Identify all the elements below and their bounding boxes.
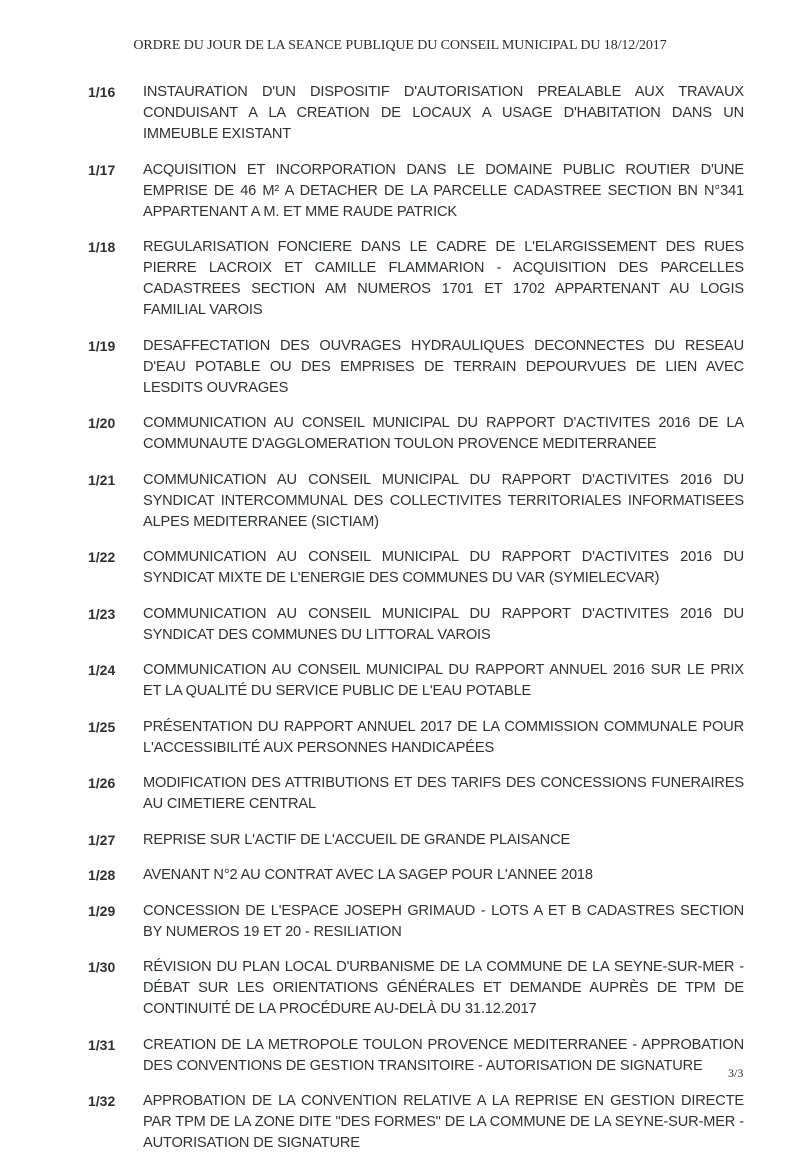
agenda-item (88, 336, 744, 399)
item-number: 1/16 (88, 84, 116, 100)
agenda-item (88, 901, 744, 943)
item-text: MODIFICATION DES ATTRIBUTIONS ET DES TARIFS DES CONCESSIONS FUNERAIRES AU CIMETIERE CENTRAL (143, 775, 744, 812)
agenda-item (88, 1035, 744, 1077)
item-number: 1/21 (88, 471, 116, 488)
item-number: 1/17 (88, 161, 116, 178)
item-number: 1/32 (88, 1093, 116, 1109)
agenda-item (88, 957, 744, 1020)
item-text: RÉVISION DU PLAN LOCAL D'URBANISME DE LA COMMUNE DE LA SEYNE-SUR-MER - DÉBAT SUR LES ORIENTATIONS GÉNÉRALES ET DEMANDE AUPRÈS DE TPM DE CONTINUITÉ DE LA PROCÉDURE AU-DELÀ DU 31.12.2017 (143, 959, 744, 1017)
agenda-item (88, 547, 744, 589)
item-number: 1/22 (88, 549, 116, 565)
item-text: COMMUNICATION AU CONSEIL MUNICIPAL DU RAPPORT D'ACTIVITES 2016 DU SYNDICAT INTERCOMMUNAL DES COLLECTIVITES TERRITORIALES INFORMATISEES ALPES MEDITERRANEE (SICTIAM) (143, 471, 744, 530)
item-number: 1/30 (88, 959, 116, 975)
page-title: ORDRE DU JOUR DE LA SEANCE PUBLIQUE DU CONSEIL MUNICIPAL DU 18/12/2017 (133, 38, 667, 53)
agenda-item (88, 160, 744, 223)
item-number: 1/25 (88, 718, 116, 735)
item-number: 1/23 (88, 605, 116, 622)
item-number: 1/19 (88, 337, 116, 354)
item-text: COMMUNICATION AU CONSEIL MUNICIPAL DU RAPPORT D'ACTIVITES 2016 DU SYNDICAT MIXTE DE L'ENERGIE DES COMMUNES DU VAR (SYMIELECVAR) (143, 549, 744, 586)
item-text: CREATION DE LA METROPOLE TOULON PROVENCE MEDITERRANEE - APPROBATION DES CONVENTIONS DE GESTION TRANSITOIRE - AUTORISATION DE SIGNATURE (143, 1036, 744, 1074)
item-number: 1/28 (88, 867, 116, 883)
item-text: COMMUNICATION AU CONSEIL MUNICIPAL DU RAPPORT ANNUEL 2016 SUR LE PRIX ET LA QUALITÉ DU SERVICE PUBLIC DE L'EAU POTABLE (143, 662, 744, 699)
agenda-item (88, 470, 744, 533)
item-text: REGULARISATION FONCIERE DANS LE CADRE DE L'ELARGISSEMENT DES RUES PIERRE LACROIX ET CAMILLE FLAMMARION - ACQUISITION DES PARCELLES CADASTREES SECTION AM NUMEROS 1701 ET 1702 APPARTENANT AU LOGIS FAMILIAL VAROIS (143, 239, 744, 318)
item-text: REPRISE SUR L'ACTIF DE L'ACCUEIL DE GRANDE PLAISANCE (143, 831, 571, 848)
item-number: 1/29 (88, 902, 116, 919)
agenda-item (88, 717, 744, 759)
item-text: COMMUNICATION AU CONSEIL MUNICIPAL DU RAPPORT D'ACTIVITES 2016 DE LA COMMUNAUTE D'AGGLOMERATION TOULON PROVENCE MEDITERRANEE (143, 415, 744, 452)
item-text: PRÉSENTATION DU RAPPORT ANNUEL 2017 DE LA COMMISSION COMMUNALE POUR L'ACCESSIBILITÉ AUX PERSONNES HANDICAPÉES (143, 718, 744, 756)
item-text: INSTAURATION D'UN DISPOSITIF D'AUTORISATION PREALABLE AUX TRAVAUX CONDUISANT A LA CREATION DE LOCAUX A USAGE D'HABITATION DANS UN IMMEUBLE EXISTANT (143, 84, 744, 142)
agenda-item (88, 773, 744, 815)
item-number: 1/26 (88, 775, 116, 791)
item-text: DESAFFECTATION DES OUVRAGES HYDRAULIQUES DECONNECTES DU RESEAU D'EAU POTABLE OU DES EMPRISES DE TERRAIN DEPOURVUES DE LIEN AVEC LESDITS OUVRAGES (143, 337, 744, 396)
agenda-item (88, 604, 744, 646)
item-text: CONCESSION DE L'ESPACE JOSEPH GRIMAUD - LOTS A ET B CADASTRES SECTION BY NUMEROS 19 ET 20 - RESILIATION (143, 902, 744, 940)
page-number: 3/3 (728, 1066, 744, 1080)
agenda-list (88, 82, 744, 1169)
agenda-item (88, 237, 744, 321)
item-number: 1/27 (88, 831, 116, 848)
item-number: 1/31 (88, 1036, 116, 1053)
item-text: AVENANT N°2 AU CONTRAT AVEC LA SAGEP POUR L'ANNEE 2018 (143, 867, 593, 883)
item-text: APPROBATION DE LA CONVENTION RELATIVE A LA REPRISE EN GESTION DIRECTE PAR TPM DE LA ZONE DITE "DES FORMES" DE LA COMMUNE DE LA SEYNE-SUR-MER - AUTORISATION DE SIGNATURE (143, 1093, 744, 1151)
agenda-item (88, 660, 744, 702)
agenda-item (88, 830, 744, 851)
item-number: 1/20 (88, 415, 116, 431)
agenda-item (88, 865, 744, 886)
item-text: COMMUNICATION AU CONSEIL MUNICIPAL DU RAPPORT D'ACTIVITES 2016 DU SYNDICAT DES COMMUNES DU LITTORAL VAROIS (143, 605, 744, 643)
item-number: 1/24 (88, 662, 116, 678)
agenda-item (88, 413, 744, 455)
item-text: ACQUISITION ET INCORPORATION DANS LE DOMAINE PUBLIC ROUTIER D'UNE EMPRISE DE 46 M² A DETACHER DE LA PARCELLE CADASTREE SECTION BN N°341 APPARTENANT A M. ET MME RAUDE PATRICK (143, 161, 744, 220)
agenda-item (88, 82, 744, 145)
item-number: 1/18 (88, 239, 116, 255)
agenda-item (88, 1091, 744, 1154)
